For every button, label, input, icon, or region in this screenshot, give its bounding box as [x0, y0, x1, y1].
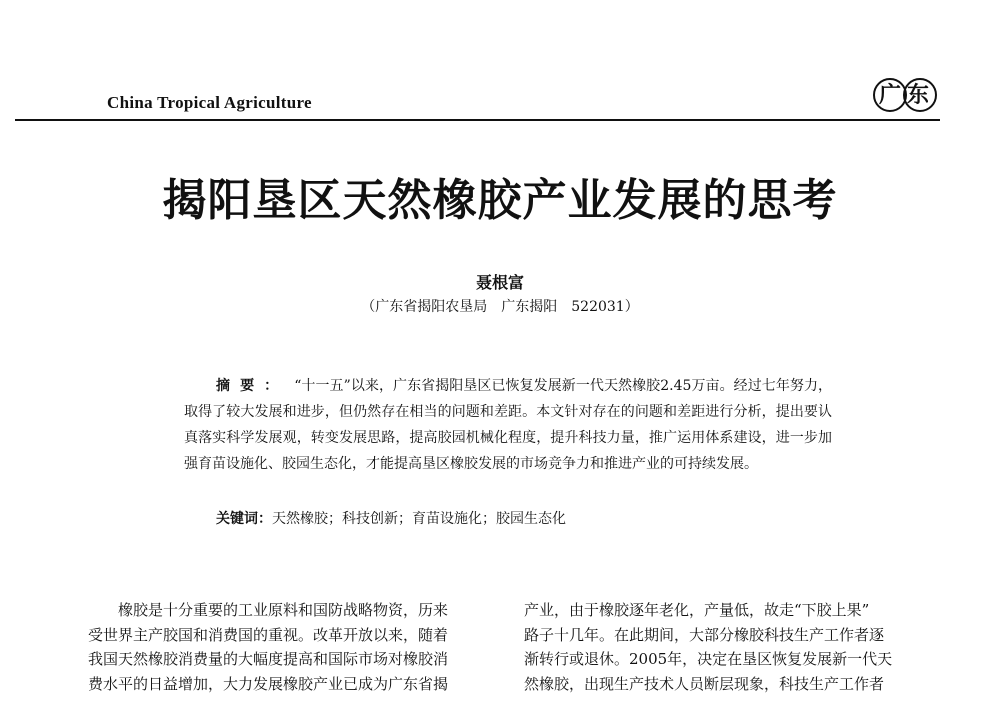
keywords-text: 天然橡胶；科技创新；育苗设施化；胶园生态化 [272, 511, 566, 527]
body-line: 产业，由于橡胶逐年老化，产量低，故走“下胶上果” [524, 601, 870, 619]
body-column-left [88, 598, 486, 696]
body-line: 路子十几年。在此期间，大部分橡胶科技生产工作者逐 [524, 625, 885, 644]
body-line: 费水平的日益增加，大力发展橡胶产业已成为广东省揭 [88, 674, 449, 693]
article-title: 揭阳垦区天然橡胶产业发展的思考 [162, 175, 838, 226]
body-line: 受世界主产胶国和消费国的重视。改革开放以来，随着 [88, 625, 449, 644]
region-label: 广东 [878, 82, 935, 108]
region-badge [870, 74, 940, 112]
abstract-label: 摘要： [216, 378, 289, 394]
body-line: 橡胶是十分重要的工业原料和国防战略物资，历来 [88, 601, 449, 619]
body-column-right [524, 598, 922, 696]
abstract-text: “十一五”以来，广东省揭阳垦区已恢复发展新一代天然橡胶2.45万亩。经过七年努力，取得了较大发展和进步，但仍然存在相当的问题和差距。本文针对存在的问题和差距进行分析，提出要认真落实科学发展观，转变发展思路，提高胶园机械化程度，提升科技力量，推广运用体系建设，进一步加强育苗设施化、胶园生态化，才能提高垦区橡胶发展的市场竞争力和推进产业的可持续发展。 [184, 378, 833, 472]
keywords [216, 506, 836, 532]
keywords-label: 关键词： [216, 511, 272, 527]
body-line: 然橡胶，出现生产技术人员断层现象，科技生产工作者 [524, 674, 885, 693]
abstract [184, 373, 832, 477]
body-line: 渐转行或退休。2005年，决定在垦区恢复发展新一代天 [524, 650, 893, 668]
header-rule [15, 119, 940, 121]
journal-name: China Tropical Agriculture [107, 93, 312, 112]
author-name: 聂根富 [475, 273, 524, 292]
author-affiliation: （广东省揭阳农垦局 广东揭阳 522031） [361, 299, 639, 315]
body-line: 我国天然橡胶消费量的大幅度提高和国际市场对橡胶消 [88, 650, 449, 668]
